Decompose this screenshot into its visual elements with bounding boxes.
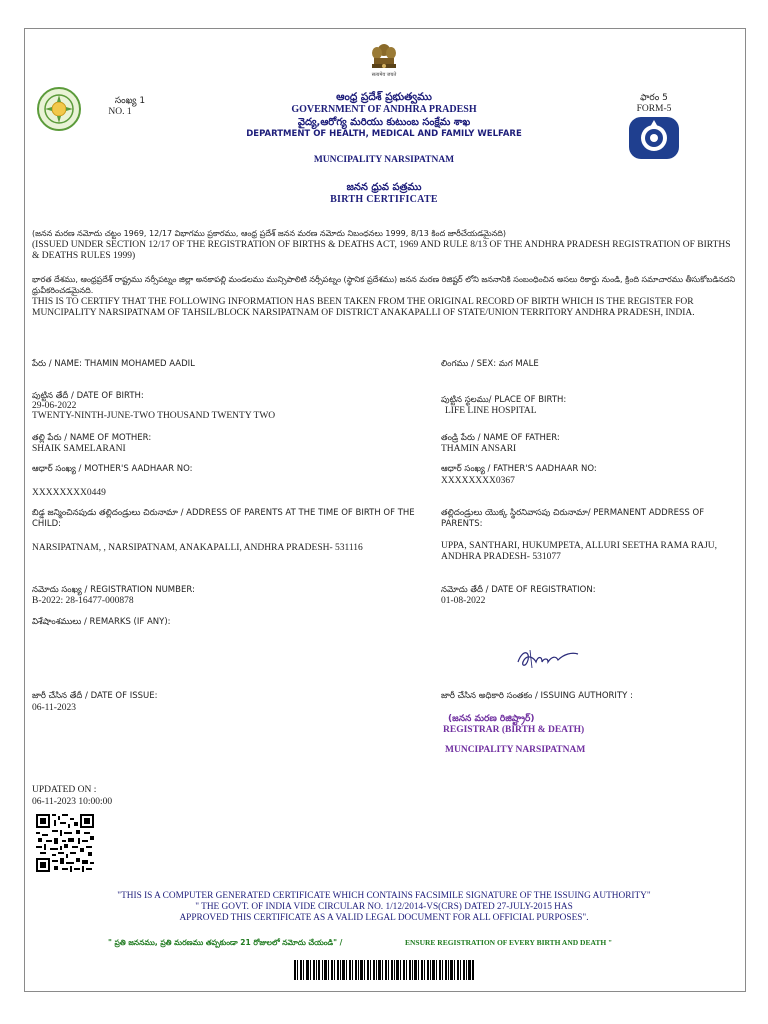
pob-value: LIFE LINE HOSPITAL — [445, 406, 537, 416]
permanent-address-label: తల్లిదండ్రులు యొక్క స్థిరనివాసపు చిరునామా/ PERMANENT ADDRESS OF PARENTS: — [441, 508, 705, 529]
barcode — [294, 960, 474, 980]
government-english: GOVERNMENT OF ANDHRA PRADESH — [291, 104, 477, 115]
child-name: పేరు / NAME: THAMIN MOHAMED AADIL — [32, 359, 195, 369]
remarks-label: విశేషాంశములు / REMARKS (IF ANY): — [32, 617, 171, 627]
updated-on-value: 06-11-2023 10:00:00 — [32, 797, 113, 807]
dob-words: TWENTY-NINTH-JUNE-TWO THOUSAND TWENTY TWO — [32, 411, 276, 421]
mother-name-value: SHAIK SAMELARANI — [32, 444, 126, 454]
certificate-title: BIRTH CERTIFICATE — [330, 194, 438, 205]
footer-slogan-telugu: " ప్రతి జననము, ప్రతి మరణము తప్పకుండా 21 రోజులలో నమోదు చేయండి" / — [108, 938, 343, 947]
department-telugu: వైద్య,ఆరోగ్య మరియు కుటుంబ సంక్షేమ శాఖ — [297, 117, 471, 128]
footer-approved: APPROVED THIS CERTIFICATE AS A VALID LEGAL DOCUMENT FOR ALL OFFICIAL PURPOSES". — [179, 913, 589, 923]
registration-date-label: నమోదు తేదీ / DATE OF REGISTRATION: — [441, 585, 596, 595]
certify-telugu: భారత దేశము, ఆంధ్రప్రదేశ్ రాష్ట్రము నర్సీపట్నం జిల్లా అనకాపల్లి మండలము మున్సిపాలిటి నర్సీపట్నం (స్థానిక ప్రదేశము) జనన మరణ రిజిష్టర్ లోని జననానికి సంబంధించిన అసలు రికార్డు నుండి, క్రింది సమాచారము తీసుకోబడినదని ధ్రువీకరించడమైనది. — [32, 275, 736, 295]
mother-aadhaar-value: XXXXXXXX0449 — [32, 488, 106, 498]
footer-slogan-english: ENSURE REGISTRATION OF EVERY BIRTH AND DEATH " — [405, 938, 613, 947]
registrar-title: REGISTRAR (BIRTH & DEATH) — [443, 725, 585, 735]
mother-name-label: తల్లి పేరు / NAME OF MOTHER: — [32, 433, 152, 443]
certificate-title-telugu: జనన ధ్రువ పత్రము — [346, 182, 422, 193]
municipality-title: MUNCIPALITY NARSIPATNAM — [313, 155, 455, 165]
certify-english: THIS IS TO CERTIFY THAT THE FOLLOWING INFORMATION HAS BEEN TAKEN FROM THE ORIGINAL RECORD OF BIRTH WHICH IS THE REGISTER FOR MUNCIPALITY NARSIPATNAM OF TAHSIL/BLOCK NARSIPATNAM OF DISTRICT ANAKAPALLI OF STATE/UNION TERRITORY ANDHRA PRADESH, INDIA. — [32, 297, 695, 318]
updated-on-label: UPDATED ON : — [32, 785, 97, 795]
dob-value: 29-06-2022 — [32, 401, 77, 411]
father-aadhaar-value: XXXXXXXX0367 — [441, 476, 515, 486]
registrar-municipality: MUNCIPALITY NARSIPATNAM — [445, 745, 586, 755]
form-telugu: ఫారం 5 — [640, 93, 668, 103]
child-sex: లింగము / SEX: మగ MALE — [441, 359, 539, 369]
registration-date-value: 01-08-2022 — [441, 596, 486, 606]
mother-aadhaar-label: ఆధార్ సంఖ్య / MOTHER'S AADHAAR NO: — [32, 464, 193, 474]
birth-address-value: NARSIPATNAM, , NARSIPATNAM, ANAKAPALLI, ANDHRA PRADESH- 531116 — [32, 543, 363, 553]
footer-circular: " THE GOVT. OF INDIA VIDE CIRCULAR NO. 1/12/2014-VS(CRS) DATED 27-JULY-2015 HAS — [195, 902, 573, 912]
father-name-value: THAMIN ANSARI — [441, 444, 517, 454]
issuing-authority-label: జారీ చేసిన అధికారి సంతకం / ISSUING AUTHORITY : — [441, 691, 633, 701]
father-aadhaar-label: ఆధార్ సంఖ్య / FATHER'S AADHAAR NO: — [441, 464, 597, 474]
government-telugu: ఆంధ్ర ప్రదేశ్ ప్రభుత్వము — [336, 91, 432, 103]
form-english: FORM-5 — [636, 104, 672, 114]
footer-computer-generated: "THIS IS A COMPUTER GENERATED CERTIFICATE WHICH CONTAINS FACSIMILE SIGNATURE OF THE ISSUING AUTHORITY" — [117, 891, 651, 901]
number-telugu: సంఖ్య 1 — [114, 96, 146, 106]
issue-date-value: 06-11-2023 — [32, 703, 76, 713]
registration-number-label: నమోదు సంఖ్య / REGISTRATION NUMBER: — [32, 585, 195, 595]
registrar-telugu: (జనన మరణ రిజిష్ట్రార్) — [448, 714, 535, 724]
department-english: DEPARTMENT OF HEALTH, MEDICAL AND FAMILY WELFARE — [246, 129, 522, 139]
father-name-label: తండ్రి పేరు / NAME OF FATHER: — [441, 433, 560, 443]
issued-under-telugu: (జనన మరణ నమోదు చట్టం 1969, 12/17 విభాగము ప్రకారము, ఆంధ్ర ప్రదేశ్ జనన మరణ నమోదు నిబంధనలు 1999, 8/13 కింద జారీచేయడమైనది) — [32, 229, 507, 238]
number-english: NO. 1 — [108, 107, 132, 117]
national-emblem — [368, 42, 400, 80]
registrar-signature — [512, 644, 582, 674]
pob-label: పుట్టిన స్థలము/ PLACE OF BIRTH: — [441, 395, 567, 405]
birth-address-label: బిడ్డ జన్మించినపుడు తల్లిదండ్రులు చిరునామా / ADDRESS OF PARENTS AT THE TIME OF BIRTH OF THE CHILD: — [32, 508, 415, 529]
registration-number-value: B-2022: 28-16477-000878 — [32, 596, 134, 606]
crs-logo — [628, 116, 680, 160]
emblem-motto: सत्यमेव जयते — [371, 72, 397, 78]
andhra-pradesh-logo — [36, 86, 82, 132]
dob-label: పుట్టిన తేదీ / DATE OF BIRTH: — [32, 391, 144, 401]
issue-date-label: జారీ చేసిన తేదీ / DATE OF ISSUE: — [32, 691, 158, 701]
permanent-address-value: UPPA, SANTHARI, HUKUMPETA, ALLURI SEETHA RAMA RAJU, ANDHRA PRADESH- 531077 — [441, 541, 718, 562]
qr-code — [36, 814, 94, 872]
issued-under-english: (ISSUED UNDER SECTION 12/17 OF THE REGISTRATION OF BIRTHS & DEATHS ACT, 1969 AND RULE 8/13 OF THE ANDHRA PRADESH REGISTRATION OF BIRTHS & DEATHS RULES 1999) — [32, 240, 731, 261]
